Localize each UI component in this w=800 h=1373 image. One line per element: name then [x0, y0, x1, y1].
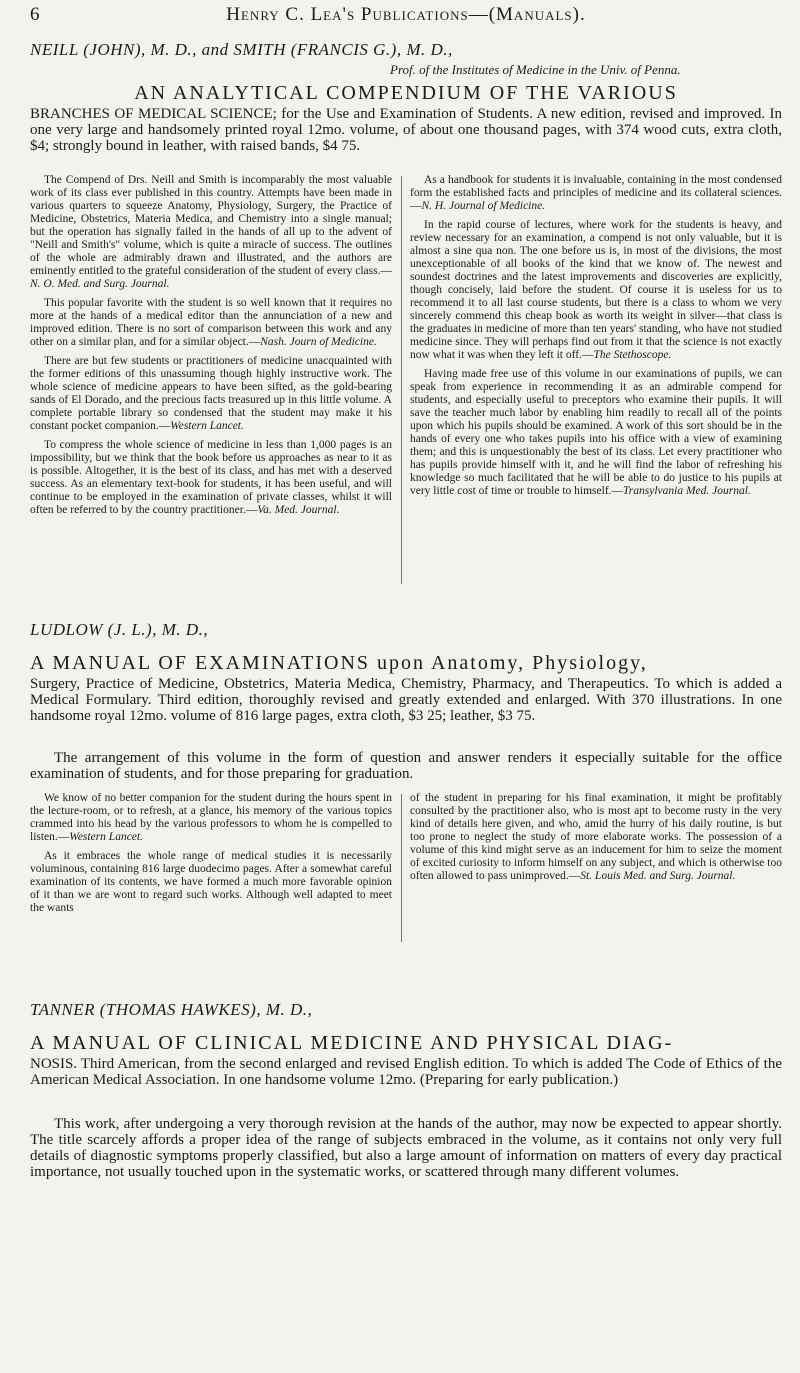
neill-smith-authors: NEILL (JOHN), M. D., and SMITH (FRANCIS G.), M. D., — [30, 40, 453, 59]
neill-smith-prof: Prof. of the Institutes of Medicine in the Univ. of Penna. — [390, 62, 681, 77]
running-head-title: Henry C. Lea's Publications—(Manuals). — [226, 4, 586, 25]
neill-smith-title: AN ANALYTICAL COMPENDIUM OF THE VARIOUS — [134, 82, 678, 104]
review-paragraph: of the student in preparing for his final examination, it might be profitably consulted by the practitioner also, who is most apt to become rusty in the very kind of details here given, and who, amid the hurry of his daily routine, is but too prone to neglect the study of more elaborate works. The possession of a volume of this kind might serve as an inducement for him to seize the moment of excited curiosity to inform himself on any subject, and which is otherwise too often allowed to pass unimproved.—St. Louis Med. and Surg. Journal. — [410, 792, 782, 882]
ludlow-author: LUDLOW (J. L.), M. D., — [30, 620, 209, 639]
review-paragraph: This popular favorite with the student is so well known that it requires no more at the hands of a medical editor than the annunciation of a new and improved edition. There is no sort of comparison between this work and any other on a similar plan, and for a similar object.—Nash. Journ of Medicine. — [30, 297, 392, 348]
tanner-author: TANNER (THOMAS HAWKES), M. D., — [30, 1000, 313, 1019]
review-paragraph: To compress the whole science of medicine in less than 1,000 pages is an impossibility, but we think that the book before us approaches as near to it as is possible. Altogether, it is the best of its class, and has met with a deserved success. As an elementary text-book for students, it has been useful, and will continue to be employed in the examination of private classes, whilst it will often be referred to by the country practitioner.—Va. Med. Journal. — [30, 439, 392, 516]
review-paragraph: The Compend of Drs. Neill and Smith is incomparably the most valuable work of its class ever published in this country. Attempts have been made in various quarters to squeeze Anatomy, Physiology, Surgery, the Practice of Medicine, Obstetrics, Materia Medica, and Chemistry into a single manual; but the operation has signally failed in the hands of all up to the advent of "Neill and Smith's" volume, which is quite a miracle of success. The outlines of the whole are admirably drawn and illustrated, and the authors are eminently entitled to the grateful consideration of the student of every class.—N. O. Med. and Surg. Journal. — [30, 174, 392, 290]
tanner-description: NOSIS. Third American, from the second enlarged and revised English edition. To which is added The Code of Ethics of the American Medical Association. In one handsome volume 12mo. (Preparing for early publication.) — [30, 1056, 782, 1088]
column-divider — [401, 176, 402, 584]
tanner-body: This work, after undergoing a very thorough revision at the hands of the author, may now be expected to appear shortly. The title scarcely affords a proper idea of the range of subjects embraced in the volume, as it contains not only very full details of diagnostic symptoms properly classified, but also a large amount of information on matters of every day practical importance, not usually touched upon in the systematic works, or scattered through many different volumes. — [30, 1116, 782, 1180]
ludlow-title: A MANUAL OF EXAMINATIONS upon Anatomy, Physiology, — [30, 652, 648, 674]
review-paragraph: As a handbook for students it is invaluable, containing in the most condensed form the established facts and principles of medicine and its collateral sciences.—N. H. Journal of Medicine. — [410, 174, 782, 212]
neill-smith-right-column — [410, 174, 782, 504]
neill-smith-description: BRANCHES OF MEDICAL SCIENCE; for the Use and Examination of Students. A new edition, revised and improved. In one very large and handsomely printed royal 12mo. volume, of about one thousand pages, with 374 wood cuts, extra cloth, $4; strongly bound in leather, with raised bands, $4 75. — [30, 106, 782, 154]
review-paragraph: As it embraces the whole range of medical studies it is necessarily voluminous, containing 816 large duodecimo pages. After a somewhat careful examination of its contents, we have formed a much more favorable opinion of it than we are wont to regard such works. Although well adapted to meet the wants — [30, 850, 392, 914]
tanner-title: A MANUAL OF CLINICAL MEDICINE AND PHYSICAL DIAG- — [30, 1032, 674, 1054]
ludlow-left-column — [30, 792, 392, 921]
column-divider — [401, 794, 402, 942]
running-head — [30, 4, 782, 34]
page-number: 6 — [30, 4, 41, 25]
review-paragraph: In the rapid course of lectures, where work for the students is heavy, and review necessary for an examination, a compend is not only valuable, but it is almost a sine qua non. The one before us is, in most of the divisions, the most unexceptionable of all books of the kind that we know of. The newest and soundest doctrines and the latest improvements and discoveries are explicitly, though concisely, laid before the student. Of course it is useless for us to recommend it to all last course students, but there is a class to whom we very sincerely commend this cheap book as worth its weight in silver—that class is the graduates in medicine of more than ten years' standing, who have not studied medicine since. They will perhaps find out from it that the science is not exactly now what it was when they left it off.—The Stethoscope. — [410, 219, 782, 361]
ludlow-note: The arrangement of this volume in the form of question and answer renders it especially suitable for the office examination of students, and for those preparing for graduation. — [30, 750, 782, 782]
ludlow-description: Surgery, Practice of Medicine, Obstetrics, Materia Medica, Chemistry, Pharmacy, and Therapeutics. To which is added a Medical Formulary. Third edition, thoroughly revised and greatly extended and enlarged. With 370 illustrations. In one handsome royal 12mo. volume of 816 large pages, extra cloth, $3 25; leather, $3 75. — [30, 676, 782, 724]
review-paragraph: We know of no better companion for the student during the hours spent in the lecture-room, or to refresh, at a glance, his memory of the various topics crammed into his head by the various professors to whom he is compelled to listen.—Western Lancet. — [30, 792, 392, 843]
ludlow-right-column — [410, 792, 782, 889]
page — [30, 0, 782, 1373]
review-paragraph: Having made free use of this volume in our examinations of pupils, we can speak from experience in recommending it as an admirable compend for students, and especially useful to preceptors who examine their pupils. It will save the teacher much labor by enabling him readily to recall all of the points upon which his pupils should be examined. A work of this sort should be in the hands of every one who takes pupils into his office with a view of examining them; and this is unquestionably the best of its class. Let every practitioner who has pupils provide himself with it, and he will find the labor of refreshing his knowledge so much facilitated that he will be able to do justice to his pupils at very little cost of time or trouble to himself.—Transylvania Med. Journal. — [410, 368, 782, 497]
neill-smith-left-column — [30, 174, 392, 523]
review-paragraph: There are but few students or practitioners of medicine unacquainted with the former editions of this unassuming though highly instructive work. The whole science of medicine appears to have been sifted, as the gold-bearing sands of El Dorado, and the precious facts treasured up in this little volume. A complete portable library so condensed that the student may make it his constant pocket companion.—Western Lancet. — [30, 355, 392, 432]
